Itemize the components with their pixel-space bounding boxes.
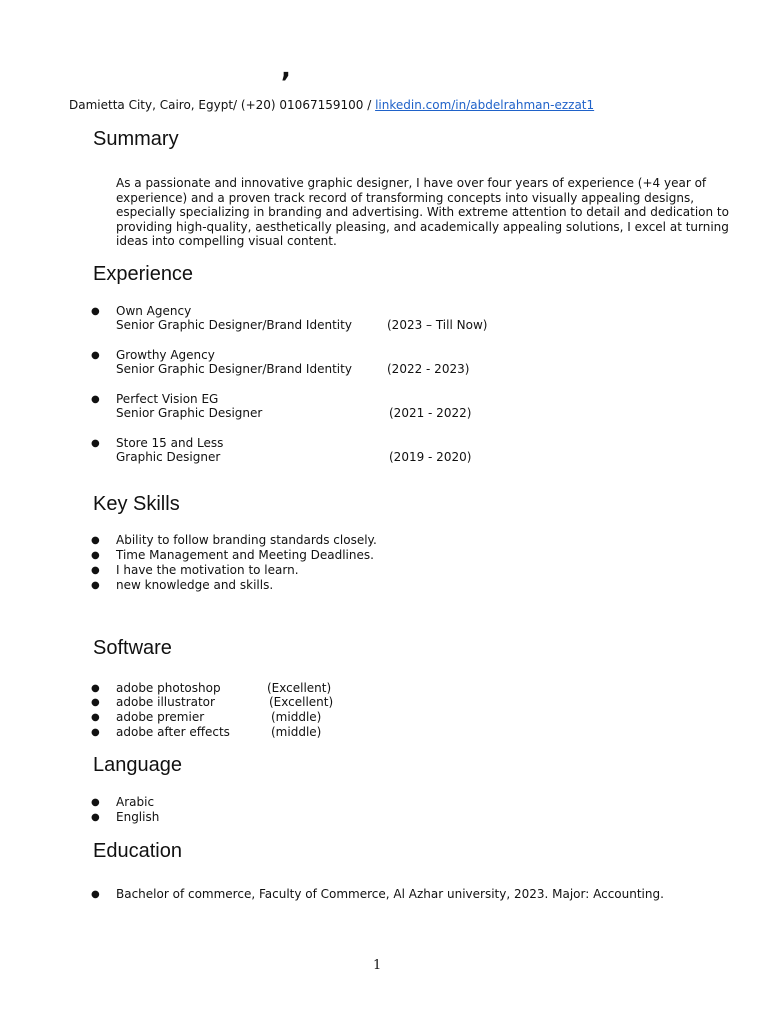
bullet-icon: ● — [91, 350, 100, 361]
education-heading: Education — [93, 840, 182, 862]
page-number: 1 — [373, 958, 382, 973]
bullet-icon: ● — [91, 565, 100, 576]
summary-line: providing high-quality, aesthetically pleasing, and academically appealing solutions, I excel at turning — [116, 219, 729, 234]
experience-role: Senior Graphic Designer/Brand Identity — [116, 318, 352, 332]
education-item: Bachelor of commerce, Faculty of Commerce, Al Azhar university, 2023. Major: Accounting. — [116, 887, 664, 901]
contact-line — [69, 98, 594, 112]
skills-heading: Key Skills — [93, 493, 180, 515]
summary-line: experience) and a proven track record of transforming concepts into visually appealing designs, — [116, 190, 695, 205]
bullet-icon: ● — [91, 438, 100, 449]
bullet-icon: ● — [91, 697, 100, 708]
bullet-icon: ● — [91, 394, 100, 405]
summary-line: As a passionate and innovative graphic designer, I have over four years of experience (+4 year of — [116, 176, 707, 190]
experience-role: Senior Graphic Designer — [116, 406, 263, 420]
summary-line: ideas into compelling visual content. — [116, 234, 337, 249]
language-item: English — [116, 810, 160, 824]
experience-role: Senior Graphic Designer/Brand Identity — [116, 362, 352, 376]
bullet-icon: ● — [91, 889, 100, 900]
bullet-icon: ● — [91, 797, 100, 808]
software-level: (middle) — [271, 725, 322, 739]
skill-item: Ability to follow branding standards closely. — [116, 533, 377, 547]
software-heading: Software — [93, 637, 172, 659]
experience-role: Graphic Designer — [116, 450, 221, 464]
experience-heading: Experience — [93, 263, 194, 285]
experience-dates: (2019 - 2020) — [389, 450, 472, 464]
bullet-icon: ● — [91, 535, 100, 546]
skill-item: I have the motivation to learn. — [116, 563, 299, 577]
summary-paragraph — [116, 176, 729, 249]
bullet-icon: ● — [91, 712, 100, 723]
experience-company: Store 15 and Less — [116, 436, 224, 450]
contact-details: Damietta City, Cairo, Egypt/ (+20) 01067159100 / — [69, 98, 376, 112]
bullet-icon: ● — [91, 550, 100, 561]
bullet-icon: ● — [91, 812, 100, 823]
summary-heading: Summary — [93, 128, 179, 150]
linkedin-link[interactable]: linkedin.com/in/abdelrahman-ezzat1 — [375, 98, 595, 112]
bullet-icon: ● — [91, 727, 100, 738]
software-level: (Excellent) — [267, 681, 332, 695]
skill-item: Time Management and Meeting Deadlines. — [116, 548, 374, 562]
skill-item: new knowledge and skills. — [116, 578, 274, 592]
experience-company: Growthy Agency — [116, 348, 215, 362]
bullet-icon: ● — [91, 306, 100, 317]
software-name: adobe after effects — [116, 725, 230, 739]
experience-dates: (2022 - 2023) — [387, 362, 470, 376]
experience-company: Own Agency — [116, 304, 192, 318]
bullet-icon: ● — [91, 683, 100, 694]
software-level: (middle) — [271, 710, 322, 724]
experience-company: Perfect Vision EG — [116, 392, 219, 406]
experience-dates: (2021 - 2022) — [389, 406, 472, 420]
software-name: adobe illustrator — [116, 695, 215, 709]
language-heading: Language — [93, 754, 182, 776]
name-placeholder-mark: , — [281, 54, 291, 84]
summary-line: especially specializing in branding and advertising. With extreme attention to detail and dedication to — [116, 205, 729, 220]
software-name: adobe photoshop — [116, 681, 221, 695]
language-item: Arabic — [116, 795, 155, 809]
software-name: adobe premier — [116, 710, 205, 724]
software-level: (Excellent) — [269, 695, 334, 709]
experience-dates: (2023 – Till Now) — [387, 318, 488, 332]
bullet-icon: ● — [91, 580, 100, 591]
